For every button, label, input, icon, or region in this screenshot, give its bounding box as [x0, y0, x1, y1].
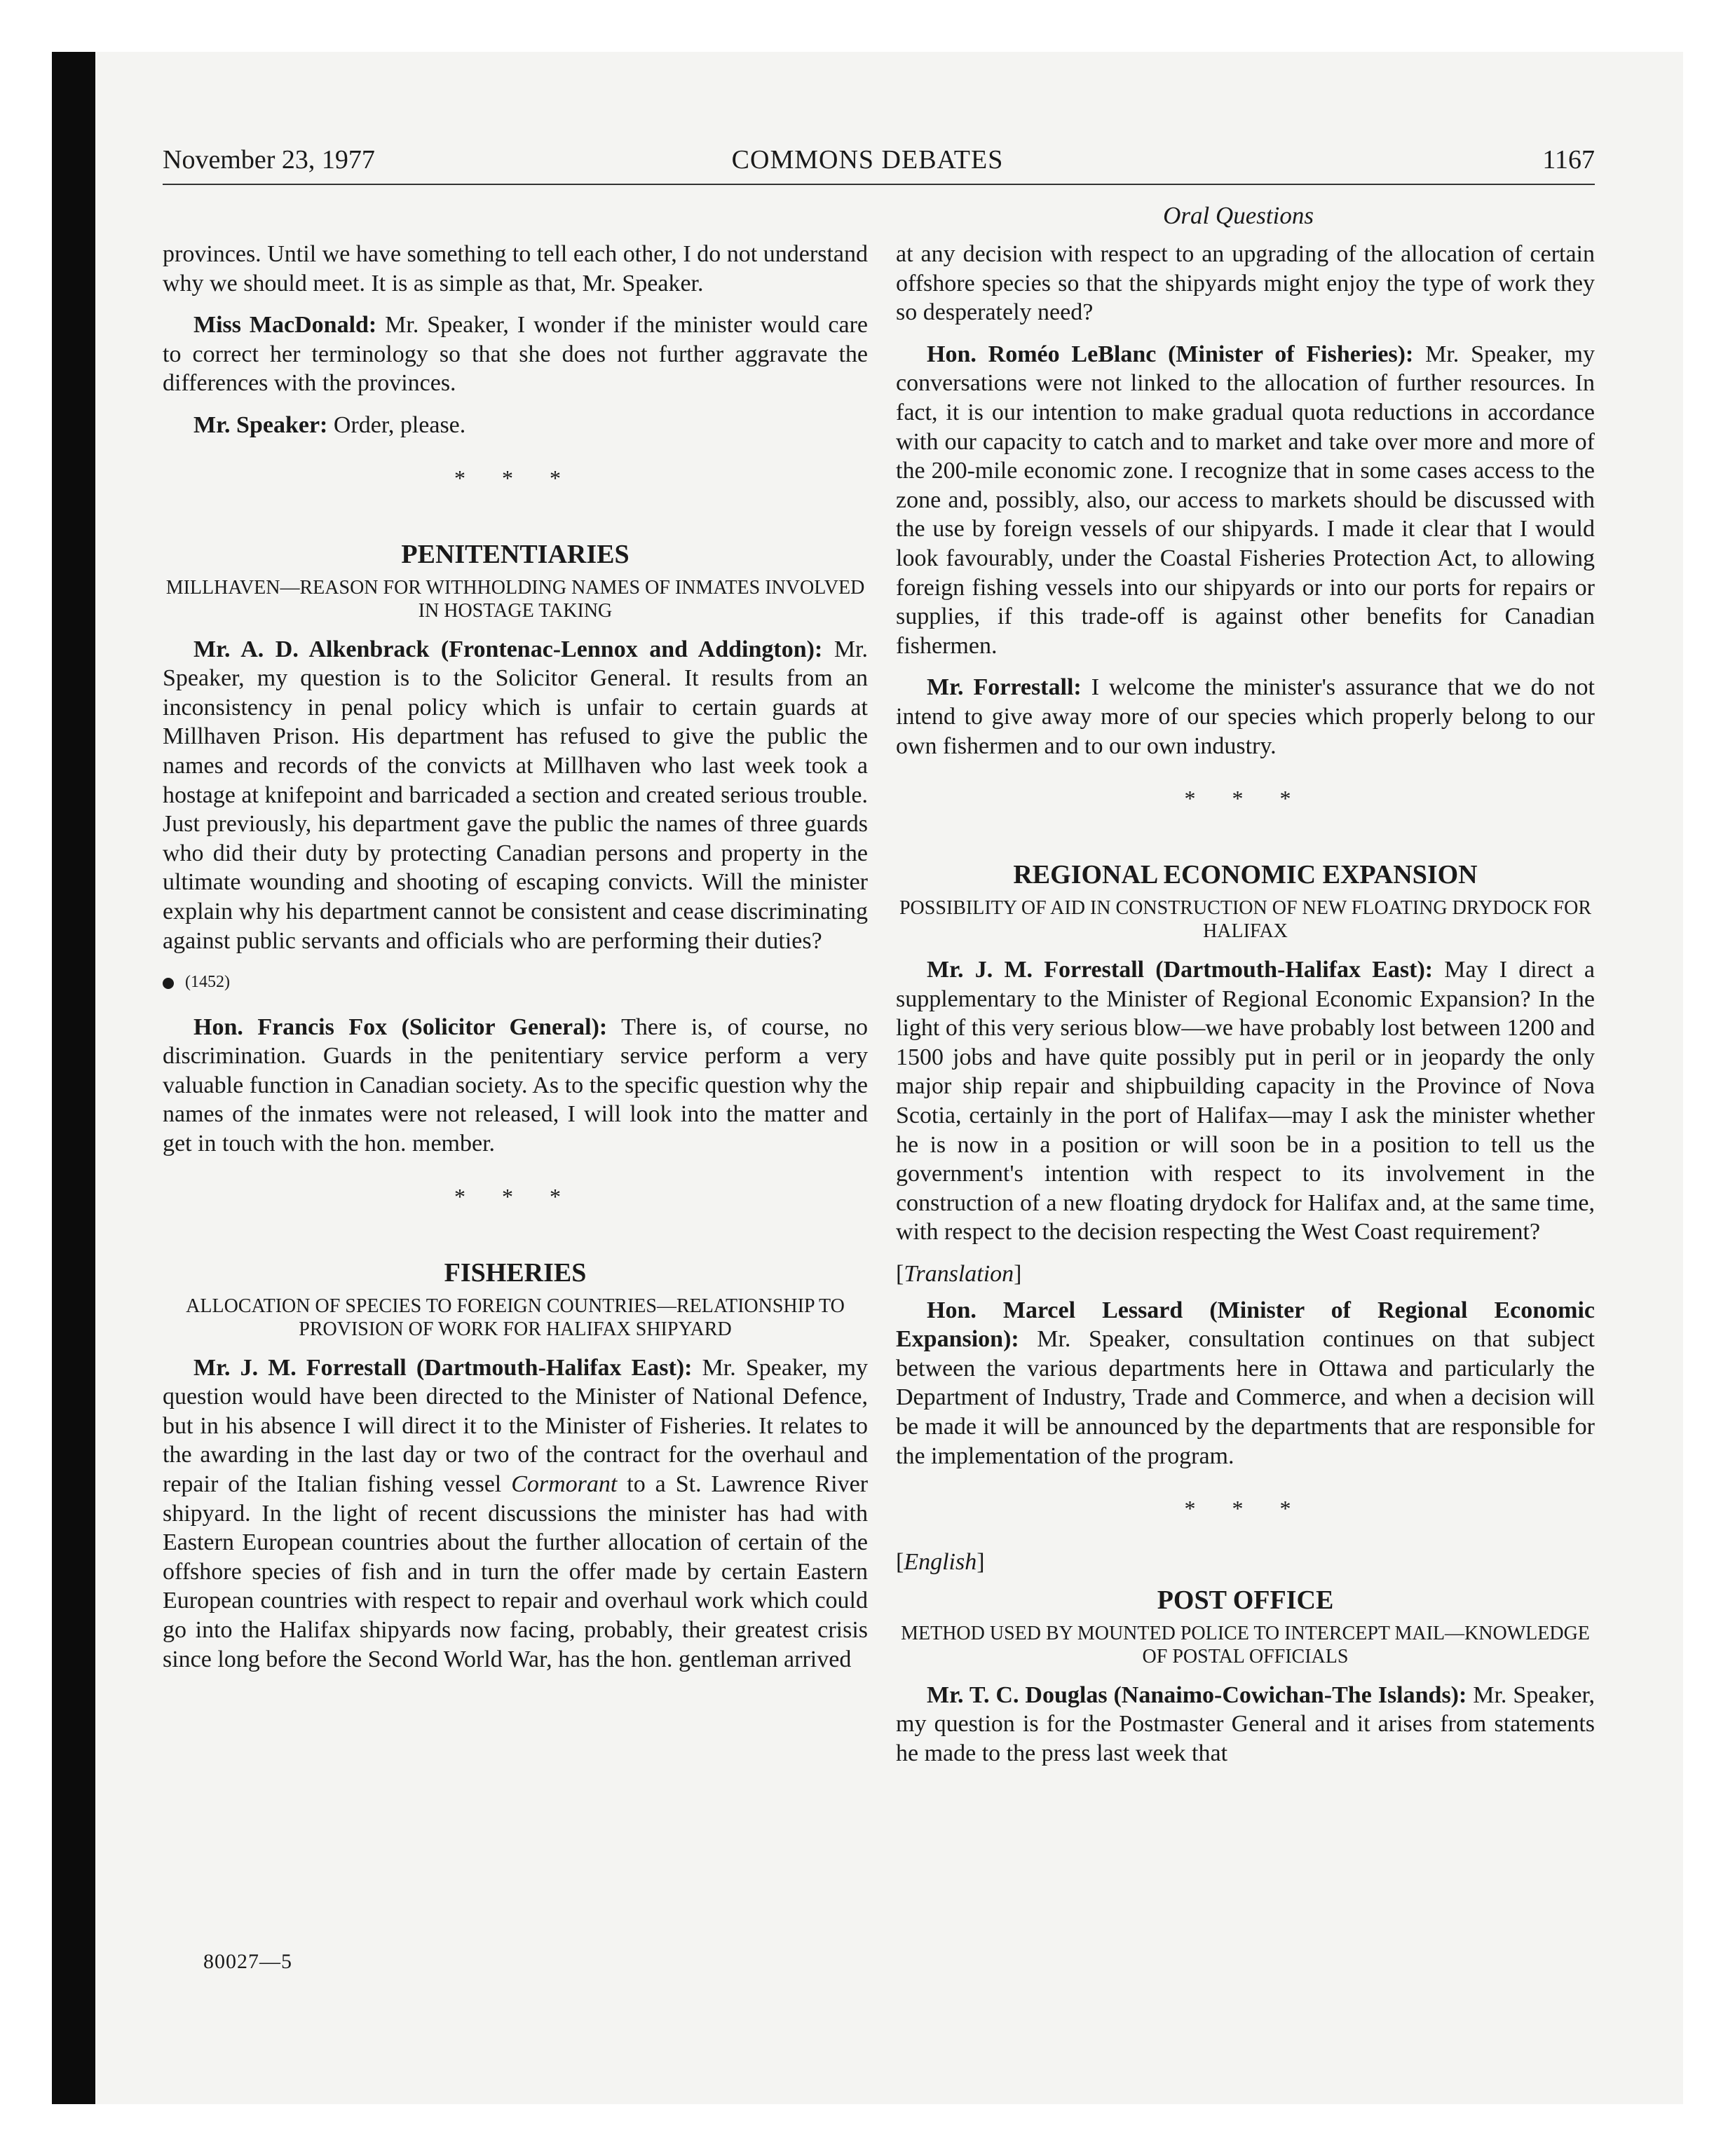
section-heading: FISHERIES [444, 1257, 587, 1288]
speech-text: May I direct a supplementary to the Minister of Regional Economic Expansion? In the light of this very serious blow—we have probably lost between 1200 and 1500 jobs and have quite possibly put in peril or in jeopardy the only major ship repair and shipbuilding capacity in the Province of Nova Scotia, certainly in the port of Halifax—may I ask the minister whether he is now in a position or will soon be in a position to tell us the government's intention with respect to its involvement in the construction of a new floating drydock for Halifax and, at the same time, with respect to the decision respecting the West Coast requirement? [896, 957, 1595, 1246]
header-rule [163, 184, 1595, 185]
bullet-icon [163, 978, 174, 989]
speaker-name: Mr. T. C. Douglas (Nanaimo-Cowichan-The Islands): [927, 1681, 1467, 1708]
speech-text: Mr. Speaker, my conversations were not linked to the allocation of further resources. In fact, it is our intention to make gradual quota reductions in accordance with our capacity to catch and to market and take over more and more of the 200-mile economic zone. I recognize that in some cases access to the zone and, possibly, also, our access to markets should be discussed with the use by foreign vessels of our shipyards. I made it clear that I would look favourably, under the Coastal Fisheries Protection Act, to allowing foreign fishing vessels into our shipyards or into our ports for repairs or supplies, if this trade-off is against other benefits for Canadian fishermen. [896, 341, 1595, 659]
speech-text: Mr. Speaker, my question would have been directed to the Minister of National Defence, but in his absence I will direct it to the Minister of Fisheries. It relates to the awarding in the last day or two of the contract for the overhaul and repair of the Italian fishing vessel [163, 1354, 868, 1498]
page-number: 1167 [1542, 145, 1595, 175]
speaker-name: Miss MacDonald: [193, 312, 377, 339]
right-column [896, 240, 1595, 1781]
section-subheading: MILLHAVEN—REASON FOR WITHHOLDING NAMES OF INMATES INVOLVED IN HOSTAGE TAKING [165, 576, 865, 622]
speaker-name: Mr. Speaker: [193, 411, 328, 438]
paragraph [896, 1681, 1595, 1768]
footer-code: 80027—5 [203, 1950, 292, 1973]
paragraph [896, 673, 1595, 760]
header-date: November 23, 1977 [163, 145, 375, 175]
speech-text: to a St. Lawrence River shipyard. In the light of recent discussions the minister has had with Eastern European countries about the further allocation of certain of the offshore species of fish and in turn the offer made by certain Eastern European countries with respect to repair and overhaul work which could go into the Halifax shipyards now facing, probably, their greatest crisis since long before the Second World War, has the hon. gentleman arrived [163, 1471, 869, 1672]
paragraph [163, 411, 868, 440]
paragraph [896, 1296, 1595, 1471]
speaker-name: Mr. A. D. Alkenbrack (Frontenac-Lennox and Addington): [193, 636, 823, 662]
section-divider: * * * [454, 1183, 576, 1209]
section-divider: * * * [1184, 1496, 1307, 1522]
section-heading: REGIONAL ECONOMIC EXPANSION [1013, 860, 1478, 890]
speech-text: Mr. Speaker, I wonder if the minister would care to correct her terminology so that she does not further aggravate the differences with the provinces. [163, 312, 868, 397]
paragraph [163, 311, 868, 398]
section-divider: * * * [454, 465, 576, 491]
speech-text: Mr. Speaker, my question is to the Solicitor General. It results from an inconsistency in penal policy which is unfair to certain guards at Millhaven Prison. His department has refused to give the public the names and records of the convicts at Millhaven who last week took a hostage at knifepoint and barricaded a section and created serious trouble. Just previously, his department gave the public the names of three guards who did their duty by protecting Canadian persons and property in the ultimate wounding and shooting of escaping convicts. Will the minister explain why his department cannot be consistent and cease discriminating against public servants and officials who are performing their duties? [163, 636, 868, 954]
speaker-name: Hon. Roméo LeBlanc (Minister of Fisheries): [927, 341, 1414, 367]
paragraph [896, 955, 1595, 1247]
speech-text: I welcome the minister's assurance that we do not intend to give away more of our species which properly belong to our own fishermen and to our own industry. [896, 674, 1595, 759]
paragraph: at any decision with respect to an upgrading of the allocation of certain offshore species so that the shipyards might enjoy the type of work they so desperately need? [896, 241, 1595, 326]
section-subheading: ALLOCATION OF SPECIES TO FOREIGN COUNTRIES—RELATIONSHIP TO PROVISION OF WORK FOR HALIFAX SHIPYARD [186, 1295, 845, 1340]
section-heading: PENITENTIARIES [401, 539, 630, 569]
section-heading: POST OFFICE [1157, 1585, 1334, 1615]
speech-text: Mr. Speaker, my question is for the Postmaster General and it arises from statements he made to the press last week that [896, 1681, 1595, 1766]
section-label: Oral Questions [1163, 202, 1314, 229]
binding-edge [52, 52, 95, 2104]
speech-text: There is, of course, no discrimination. Guards in the penitentiary service perform a very valuable function in Canadian society. As to the specific question why the names of the inmates were not released, I will look into the matter and get in touch with the hon. member. [163, 1014, 868, 1157]
language-note: [English] [896, 1549, 985, 1576]
speaker-name: Hon. Francis Fox (Solicitor General): [193, 1014, 608, 1040]
speaker-name: Hon. Marcel Lessard (Minister of Regional Economic Expansion): [896, 1297, 1595, 1353]
speaker-name: Mr. J. M. Forrestall (Dartmouth-Halifax East): [193, 1354, 693, 1381]
speaker-name: Mr. J. M. Forrestall (Dartmouth-Halifax East): [927, 957, 1434, 983]
left-column [163, 240, 868, 1686]
vessel-name: Cormorant [511, 1471, 618, 1498]
paragraph [163, 1353, 868, 1674]
language-note: [Translation] [896, 1261, 1022, 1288]
header-title: COMMONS DEBATES [731, 145, 1004, 175]
section-subheading: METHOD USED BY MOUNTED POLICE TO INTERCEPT MAIL—KNOWLEDGE OF POSTAL OFFICIALS [901, 1622, 1590, 1667]
speaker-name: Mr. Forrestall: [927, 674, 1082, 701]
paragraph [896, 340, 1595, 661]
paragraph [163, 1013, 868, 1159]
paragraph [163, 635, 868, 956]
time-marker-label: (1452) [185, 973, 230, 992]
section-subheading: POSSIBILITY OF AID IN CONSTRUCTION OF NEW FLOATING DRYDOCK FOR HALIFAX [899, 897, 1592, 943]
paragraph: provinces. Until we have something to tell each other, I do not understand why we should meet. It is as simple as that, Mr. Speaker. [163, 241, 868, 296]
language-note-text: Translation [904, 1261, 1014, 1288]
speech-text: Order, please. [327, 411, 466, 438]
time-marker [163, 968, 868, 997]
language-note-text: English [904, 1549, 977, 1576]
speech-text: Mr. Speaker, consultation continues on that subject between the various departments here in Ottawa and particularly the Department of Industry, Trade and Commerce, and when a decision will be made it will be announced by the departments that are responsible for the implementation of the program. [896, 1326, 1595, 1469]
section-divider: * * * [1184, 786, 1307, 812]
